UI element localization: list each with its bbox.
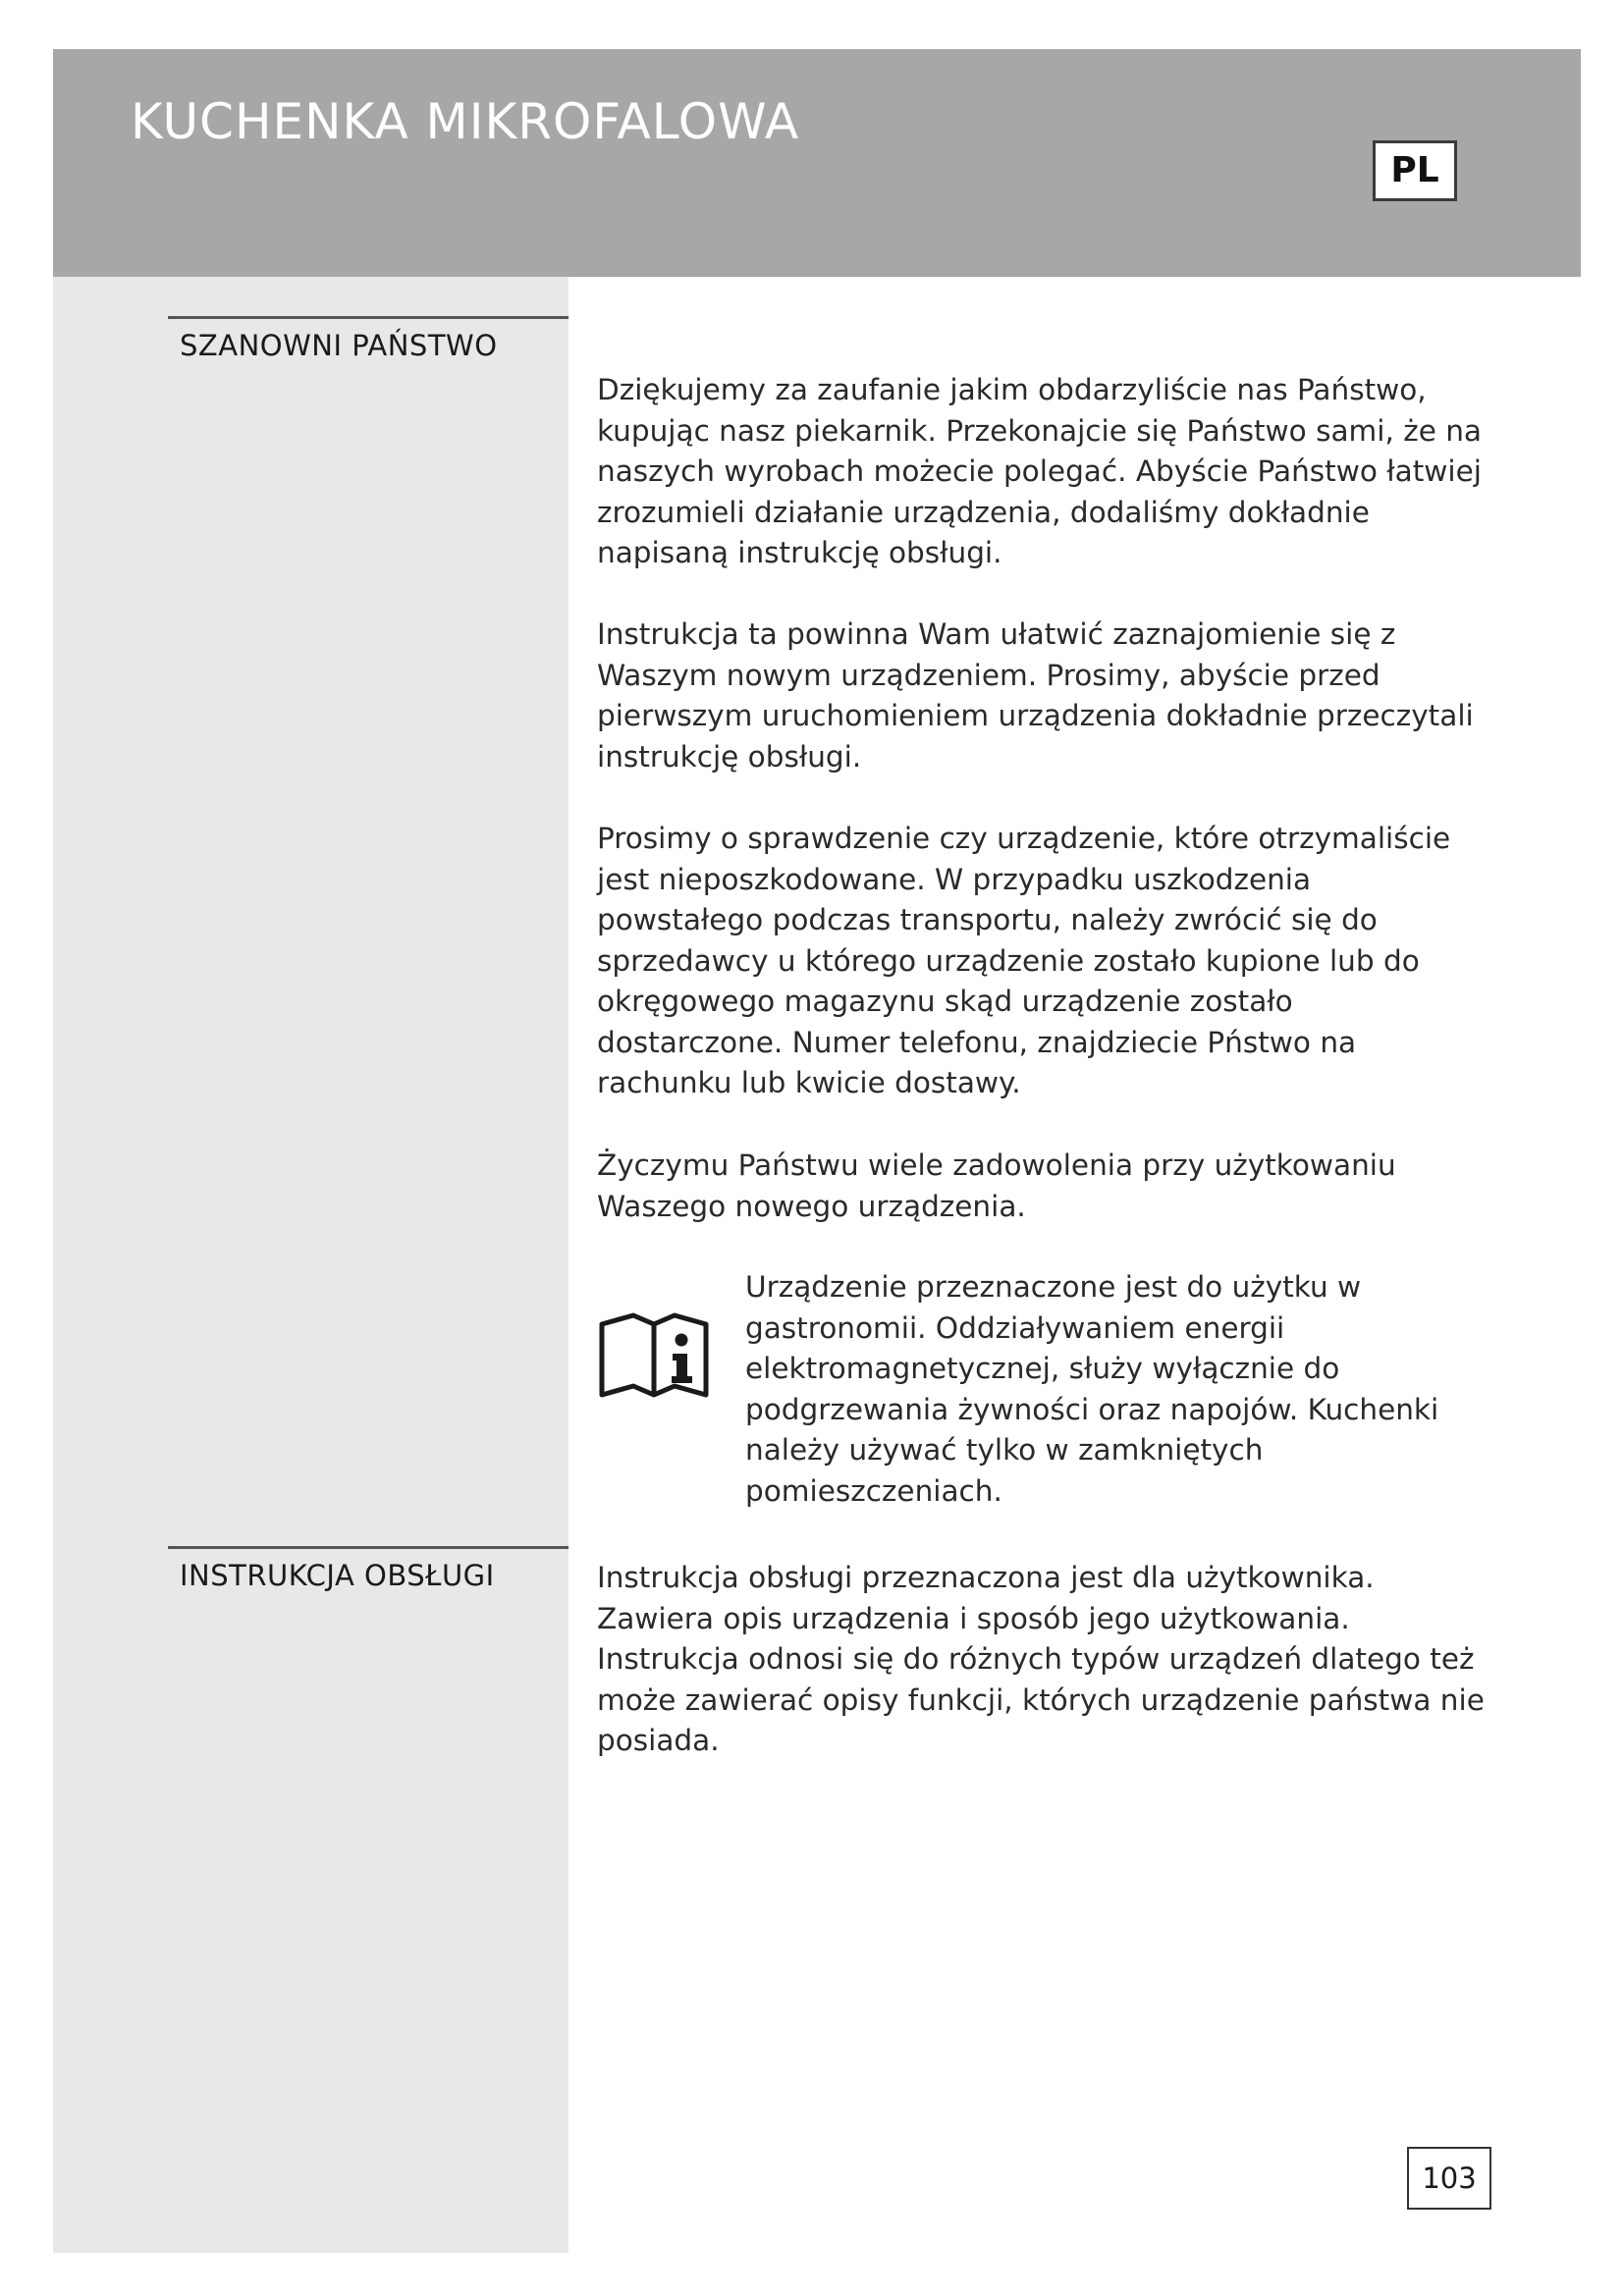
- page-title: KUCHENKA MIKROFALOWA: [131, 93, 800, 150]
- header-band: [53, 49, 1581, 277]
- section-divider-instructions: [168, 1546, 568, 1549]
- greeting-paragraph-1: Dziękujemy za zaufanie jakim obdarzyliście nas Państwo, kupując nasz piekarnik. Przekonajcie się Państwo sami, że na naszych wyrobach możecie polegać. Abyście Państwo łatwiej zrozumieli działanie urządzenia, dodaliśmy dokładnie napisaną instrukcję obsługi.: [597, 373, 1482, 569]
- greeting-paragraph-4: Życzymu Państwu wiele zadowolenia przy użytkowaniu Waszego nowego urządzenia.: [597, 1148, 1396, 1223]
- manual-info-icon: [597, 1310, 711, 1399]
- sidebar-panel: [53, 277, 568, 2253]
- language-badge: PL: [1373, 140, 1457, 201]
- section-heading-greeting: SZANOWNI PAŃSTWO: [180, 329, 498, 362]
- greeting-paragraph-2: Instrukcja ta powinna Wam ułatwić zaznajomienie się z Waszym nowym urządzeniem. Prosimy, abyście przed pierwszym uruchomieniem urządzenia dokładnie przeczytali instrukcję obsługi.: [597, 617, 1474, 774]
- greeting-paragraph-3: Prosimy o sprawdzenie czy urządzenie, które otrzymaliście jest nieposzkodowane. W przypadku uszkodzenia powstałego podczas transportu, należy zwrócić się do sprzedawcy u którego urządzenie zostało kupione lub do okręgowego magazynu skąd urządzenie zostało dostarczone. Numer telefonu, znajdziecie Pństwo na rachunku lub kwicie dostawy.: [597, 822, 1451, 1099]
- section-heading-instructions: INSTRUKCJA OBSŁUGI: [180, 1559, 495, 1592]
- page-number: 103: [1407, 2147, 1491, 2210]
- info-note-text: Urządzenie przeznaczone jest do użytku w gastronomii. Oddziaływaniem energii elektromagnetycznej, służy wyłącznie do podgrzewania żywności oraz napojów. Kuchenki należy używać tylko w zamkniętych pomieszczeniach.: [745, 1270, 1439, 1508]
- section-divider-greeting: [168, 316, 568, 319]
- instructions-paragraph: Instrukcja obsługi przeznaczona jest dla użytkownika. Zawiera opis urządzenia i sposób jego użytkowania. Instrukcja odnosi się do różnych typów urządzeń dlatego też może zawierać opisy funkcji, których urządzenie państwa nie posiada.: [597, 1561, 1485, 1757]
